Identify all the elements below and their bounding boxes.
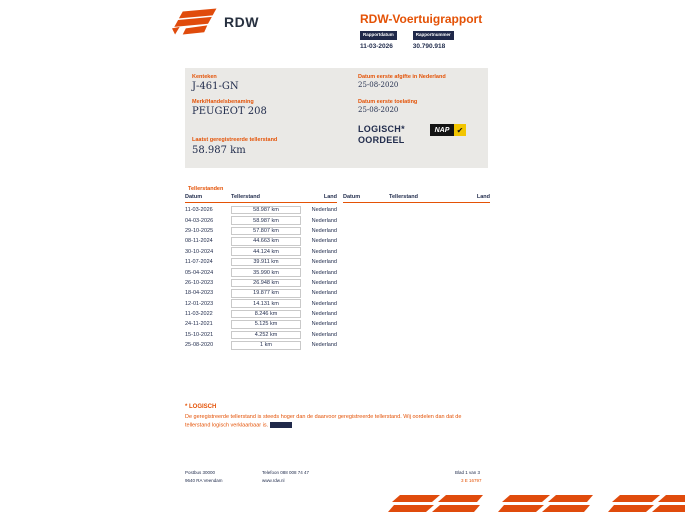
nap-logo-text: NAP — [430, 124, 454, 136]
row-tellerstand-value: 39.911 km — [253, 259, 279, 266]
row-land: Nederland — [311, 269, 337, 276]
table-row — [185, 215, 337, 225]
footer-address-line2: 9640 RA Veendam — [185, 478, 223, 483]
oordeel-line2: OORDEEL — [358, 135, 405, 145]
report-meta — [360, 31, 454, 50]
footer-phone: Telefoon 088 008 74 47 — [262, 470, 310, 475]
row-tellerstand-value: 26.948 km — [253, 279, 279, 286]
oordeel-line1: LOGISCH* — [358, 124, 405, 134]
footer-contact — [262, 469, 309, 485]
logisch-oordeel-text — [358, 124, 405, 146]
row-tellerstand-value: 58.987 km — [253, 217, 279, 224]
laatste-tellerstand-value: 58.987 km — [192, 145, 246, 156]
footnote-text-span: De geregistreerde tellerstand is steeds hoger dan de daarvoor geregistreerde tellerstand. Wij oordelen dan dat de tellerstand logisch verklaarbaar is. — [185, 414, 462, 428]
report-date-block — [360, 31, 397, 50]
report-title: RDW-Voertuigrapport — [360, 12, 483, 26]
row-tellerstand-cell — [231, 258, 301, 267]
row-tellerstand-value: 35.990 km — [253, 269, 279, 276]
col-header-datum: Datum — [343, 194, 361, 200]
row-datum: 12-01-2023 — [185, 300, 214, 307]
report-date-label: Rapportdatum — [360, 31, 397, 40]
row-land: Nederland — [311, 321, 337, 328]
col-header-tellerstand: Tellerstand — [231, 194, 260, 200]
kenteken-label: Kenteken — [192, 74, 217, 80]
table-row — [185, 205, 337, 215]
table-row — [185, 319, 337, 329]
row-land: Nederland — [311, 311, 337, 318]
row-datum: 18-04-2023 — [185, 290, 214, 297]
tellerstanden-table-secondary — [343, 194, 490, 203]
row-tellerstand-value: 1 km — [260, 342, 272, 349]
row-tellerstand-cell — [231, 299, 301, 308]
tellerstanden-table-header-secondary — [343, 194, 490, 203]
eerste-toelating-value: 25-08-2020 — [358, 106, 399, 114]
footer-website: www.rdw.nl — [262, 478, 285, 483]
eerste-afgifte-label: Datum eerste afgifte in Nederland — [358, 74, 446, 80]
merk-label: Merk/Handelsbenaming — [192, 99, 254, 105]
row-tellerstand-cell — [231, 341, 301, 350]
row-land: Nederland — [311, 238, 337, 245]
report-number-value: 30.790.918 — [412, 42, 446, 50]
row-tellerstand-value: 44.663 km — [253, 238, 279, 245]
row-land: Nederland — [311, 217, 337, 224]
row-tellerstand-value: 58.987 km — [253, 207, 279, 214]
row-land: Nederland — [311, 342, 337, 349]
col-header-land: Land — [323, 194, 337, 200]
row-datum: 24-11-2021 — [185, 321, 213, 328]
tellerstanden-table-header — [185, 194, 337, 203]
table-row — [185, 236, 337, 246]
row-tellerstand-cell — [231, 331, 301, 340]
table-row — [185, 267, 337, 277]
table-row — [185, 247, 337, 257]
eerste-toelating-label: Datum eerste toelating — [358, 99, 418, 105]
table-row — [185, 257, 337, 267]
tellerstanden-rows — [185, 205, 337, 350]
kenteken-value: J-461-GN — [192, 81, 239, 92]
table-row — [185, 299, 337, 309]
row-tellerstand-value: 44.124 km — [253, 248, 279, 255]
vehicle-summary-box — [185, 68, 488, 168]
eerste-afgifte-value: 25-08-2020 — [358, 81, 399, 89]
rdw-stripe-motif-icon — [498, 495, 593, 512]
row-datum: 30-10-2024 — [185, 248, 214, 255]
report-date-value: 11-03-2026 — [360, 42, 393, 50]
row-tellerstand-cell — [231, 310, 301, 319]
row-tellerstand-value: 57.807 km — [253, 227, 279, 234]
nap-checkmark-icon: ✔ — [454, 124, 466, 136]
row-tellerstand-value: 5.125 km — [254, 321, 278, 328]
row-datum: 26-10-2023 — [185, 279, 214, 286]
footer-doc-code: 3 E 16797 — [461, 478, 482, 483]
row-land: Nederland — [311, 290, 337, 297]
rdw-stripe-motif-icon — [388, 495, 483, 512]
row-datum: 11-03-2022 — [185, 311, 213, 318]
laatste-tellerstand-label: Laatst geregistreerde tellerstand — [192, 137, 278, 143]
table-row — [185, 288, 337, 298]
dark-chip — [270, 422, 292, 428]
row-datum: 11-03-2026 — [185, 207, 213, 214]
table-row — [185, 330, 337, 340]
logisch-footnote-text — [185, 414, 485, 429]
row-land: Nederland — [311, 227, 337, 234]
rdw-flag-icon — [172, 8, 218, 35]
rdw-stripe-motif-icon — [608, 495, 685, 512]
row-tellerstand-value: 14.131 km — [253, 300, 279, 307]
row-tellerstand-cell — [231, 237, 301, 246]
col-header-datum: Datum — [185, 194, 203, 200]
row-datum: 29-10-2025 — [185, 227, 214, 234]
footer-page-number: Blad 1 van 3 — [455, 470, 481, 475]
row-tellerstand-cell — [231, 279, 301, 288]
row-land: Nederland — [311, 248, 337, 255]
row-land: Nederland — [311, 259, 337, 266]
table-row — [185, 340, 337, 350]
col-header-land: Land — [476, 194, 490, 200]
row-land: Nederland — [311, 300, 337, 307]
tellerstanden-section-title: Tellerstanden — [188, 186, 224, 192]
report-number-block — [413, 31, 454, 50]
row-datum: 05-04-2024 — [185, 269, 214, 276]
row-tellerstand-cell — [231, 268, 301, 277]
rdw-logo — [172, 8, 259, 35]
merk-value: PEUGEOT 208 — [192, 106, 267, 117]
row-tellerstand-cell — [231, 289, 301, 298]
table-row — [185, 309, 337, 319]
row-datum: 11-07-2024 — [185, 259, 213, 266]
rdw-logo-text: RDW — [224, 13, 259, 30]
row-tellerstand-value: 8.246 km — [254, 311, 278, 318]
row-tellerstand-cell — [231, 320, 301, 329]
row-tellerstand-value: 4.252 km — [254, 331, 278, 338]
row-land: Nederland — [311, 207, 337, 214]
row-tellerstand-cell — [231, 227, 301, 236]
row-tellerstand-value: 19.877 km — [253, 290, 279, 297]
table-row — [185, 278, 337, 288]
bottom-decoration — [388, 495, 685, 512]
footer-page-info — [455, 469, 482, 485]
row-tellerstand-cell — [231, 216, 301, 225]
logisch-footnote-title: * LOGISCH — [185, 404, 217, 410]
row-tellerstand-cell — [231, 206, 301, 215]
row-land: Nederland — [311, 279, 337, 286]
row-datum: 08-11-2024 — [185, 238, 213, 245]
table-row — [185, 226, 337, 236]
report-number-label: Rapportnummer — [413, 31, 454, 40]
row-datum: 25-08-2020 — [185, 342, 214, 349]
row-land: Nederland — [311, 331, 337, 338]
row-datum: 15-10-2021 — [185, 331, 214, 338]
row-tellerstand-cell — [231, 247, 301, 256]
row-datum: 04-03-2026 — [185, 217, 214, 224]
footer-address-line1: Postbus 30000 — [185, 470, 216, 475]
col-header-tellerstand: Tellerstand — [389, 194, 418, 200]
footer-address — [185, 469, 223, 485]
tellerstanden-table — [185, 194, 337, 350]
nap-logo — [430, 124, 466, 136]
